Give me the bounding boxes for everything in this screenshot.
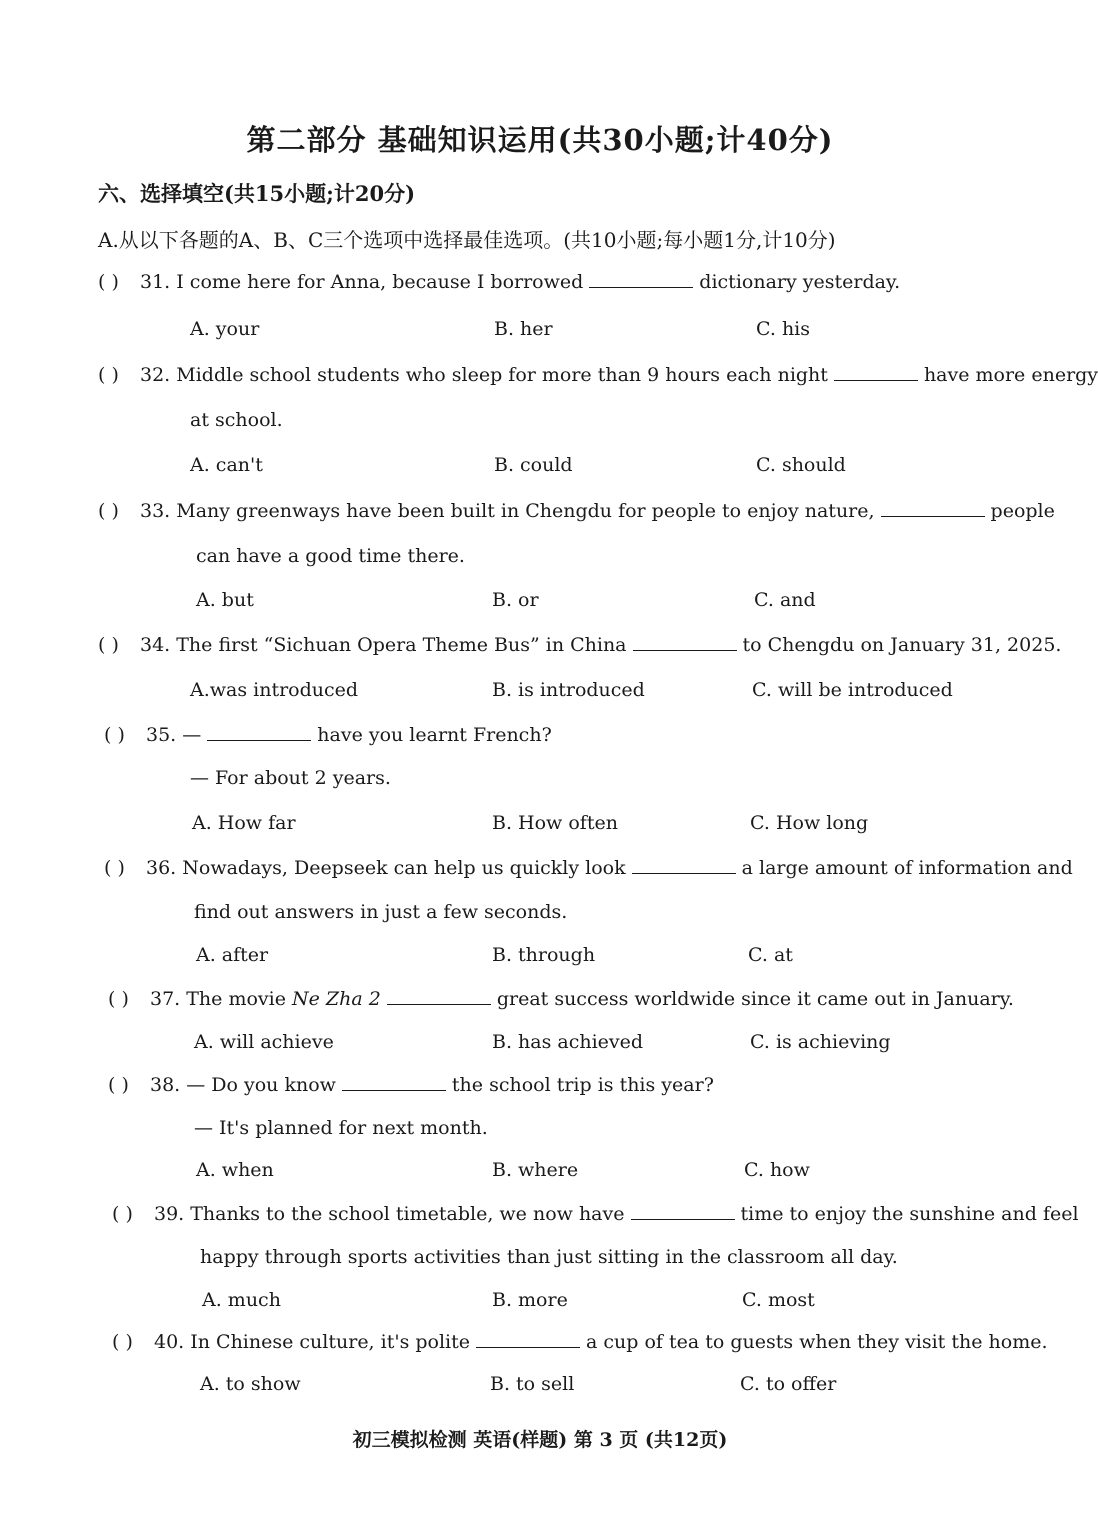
option-a: A. How far <box>192 812 296 834</box>
question-stem-end: a large amount of information and <box>741 857 1073 879</box>
question-continuation: — For about 2 years. <box>190 767 391 789</box>
option-a: A. but <box>196 589 254 611</box>
question-stem-end: have more energy <box>923 364 1098 386</box>
question-stem-end: to Chengdu on January 31, 2025. <box>742 634 1062 656</box>
answer-blank <box>631 1218 735 1220</box>
answer-blank <box>834 379 918 381</box>
question-38 <box>108 1074 714 1096</box>
option-a: A.was introduced <box>190 679 359 701</box>
answer-paren: ( ) <box>112 1331 133 1353</box>
movie-title: Ne Zha 2 <box>292 988 381 1010</box>
answer-blank <box>207 739 311 741</box>
answer-paren: ( ) <box>104 857 125 879</box>
instruction: A.从以下各题的A、B、C三个选项中选择最佳选项。(共10小题;每小题1分,计10分) <box>98 228 836 252</box>
option-c: C. most <box>742 1289 815 1311</box>
question-stem: 38. — Do you know <box>150 1074 336 1096</box>
answer-paren: ( ) <box>98 271 119 293</box>
option-b: B. to sell <box>490 1373 575 1395</box>
part-title: 第二部分 基础知识运用(共30小题;计40分) <box>246 123 834 157</box>
answer-paren: ( ) <box>98 364 119 386</box>
option-a: A. will achieve <box>194 1031 334 1053</box>
question-stem-end: the school trip is this year? <box>451 1074 714 1096</box>
question-continuation: — It's planned for next month. <box>194 1117 488 1139</box>
section-heading: 六、选择填空(共15小题;计20分) <box>98 181 416 206</box>
question-33 <box>98 500 1055 522</box>
option-a: A. can't <box>190 454 263 476</box>
option-b: B. How often <box>492 812 618 834</box>
answer-paren: ( ) <box>98 500 119 522</box>
question-stem-end: great success worldwide since it came out in January. <box>496 988 1014 1010</box>
option-b: B. or <box>492 589 539 611</box>
question-40 <box>112 1331 1048 1353</box>
answer-paren: ( ) <box>108 1074 129 1096</box>
answer-blank <box>589 286 693 288</box>
option-c: C. is achieving <box>750 1031 891 1053</box>
option-c: C. how <box>744 1159 810 1181</box>
option-c: C. and <box>754 589 816 611</box>
question-35 <box>104 724 552 746</box>
page-footer: 初三模拟检测 英语(样题) 第 3 页 (共12页) <box>352 1429 728 1451</box>
question-continuation: at school. <box>190 409 283 431</box>
question-32 <box>98 364 1098 386</box>
question-stem: 34. The first “Sichuan Opera Theme Bus” in China <box>140 634 627 656</box>
answer-blank <box>476 1346 580 1348</box>
option-b: B. where <box>492 1159 579 1181</box>
question-31 <box>98 271 900 293</box>
option-c: C. at <box>748 944 793 966</box>
question-stem: 35. — <box>146 724 202 746</box>
answer-blank <box>342 1089 446 1091</box>
answer-paren: ( ) <box>104 724 125 746</box>
option-b: B. through <box>492 944 596 966</box>
option-c: C. will be introduced <box>752 679 953 701</box>
answer-blank <box>881 515 985 517</box>
question-stem: 36. Nowadays, Deepseek can help us quickly look <box>146 857 626 879</box>
answer-blank <box>387 1003 491 1005</box>
question-stem: 37. The movie <box>150 988 286 1010</box>
question-stem: 40. In Chinese culture, it's polite <box>154 1331 470 1353</box>
answer-paren: ( ) <box>112 1203 133 1225</box>
option-a: A. after <box>196 944 269 966</box>
option-a: A. much <box>202 1289 281 1311</box>
question-37 <box>108 988 1014 1010</box>
option-c: C. should <box>756 454 846 476</box>
question-34 <box>98 634 1061 656</box>
question-stem: 39. Thanks to the school timetable, we now have <box>154 1203 625 1225</box>
question-stem: 32. Middle school students who sleep for more than 9 hours each night <box>140 364 828 386</box>
option-c: C. his <box>756 318 811 340</box>
question-continuation: can have a good time there. <box>196 545 465 567</box>
option-b: B. could <box>494 454 573 476</box>
answer-blank <box>633 649 737 651</box>
option-b: B. is introduced <box>492 679 645 701</box>
question-stem-end: people <box>990 500 1055 522</box>
option-a: A. when <box>196 1159 274 1181</box>
option-b: B. her <box>494 318 553 340</box>
question-stem-end: have you learnt French? <box>317 724 552 746</box>
question-stem: 33. Many greenways have been built in Chengdu for people to enjoy nature, <box>140 500 875 522</box>
question-stem-end: dictionary yesterday. <box>699 271 901 293</box>
answer-blank <box>632 872 736 874</box>
question-stem-end: a cup of tea to guests when they visit the home. <box>586 1331 1048 1353</box>
question-stem-end: time to enjoy the sunshine and feel <box>740 1203 1079 1225</box>
option-b: B. more <box>492 1289 568 1311</box>
option-a: A. your <box>190 318 260 340</box>
question-39 <box>112 1203 1079 1225</box>
option-b: B. has achieved <box>492 1031 644 1053</box>
question-continuation: find out answers in just a few seconds. <box>194 901 568 923</box>
option-c: C. to offer <box>740 1373 837 1395</box>
answer-paren: ( ) <box>108 988 129 1010</box>
question-36 <box>104 857 1073 879</box>
question-continuation: happy through sports activities than just sitting in the classroom all day. <box>200 1246 898 1268</box>
option-c: C. How long <box>750 812 869 834</box>
answer-paren: ( ) <box>98 634 119 656</box>
option-a: A. to show <box>200 1373 301 1395</box>
question-stem: 31. I come here for Anna, because I borrowed <box>140 271 584 293</box>
